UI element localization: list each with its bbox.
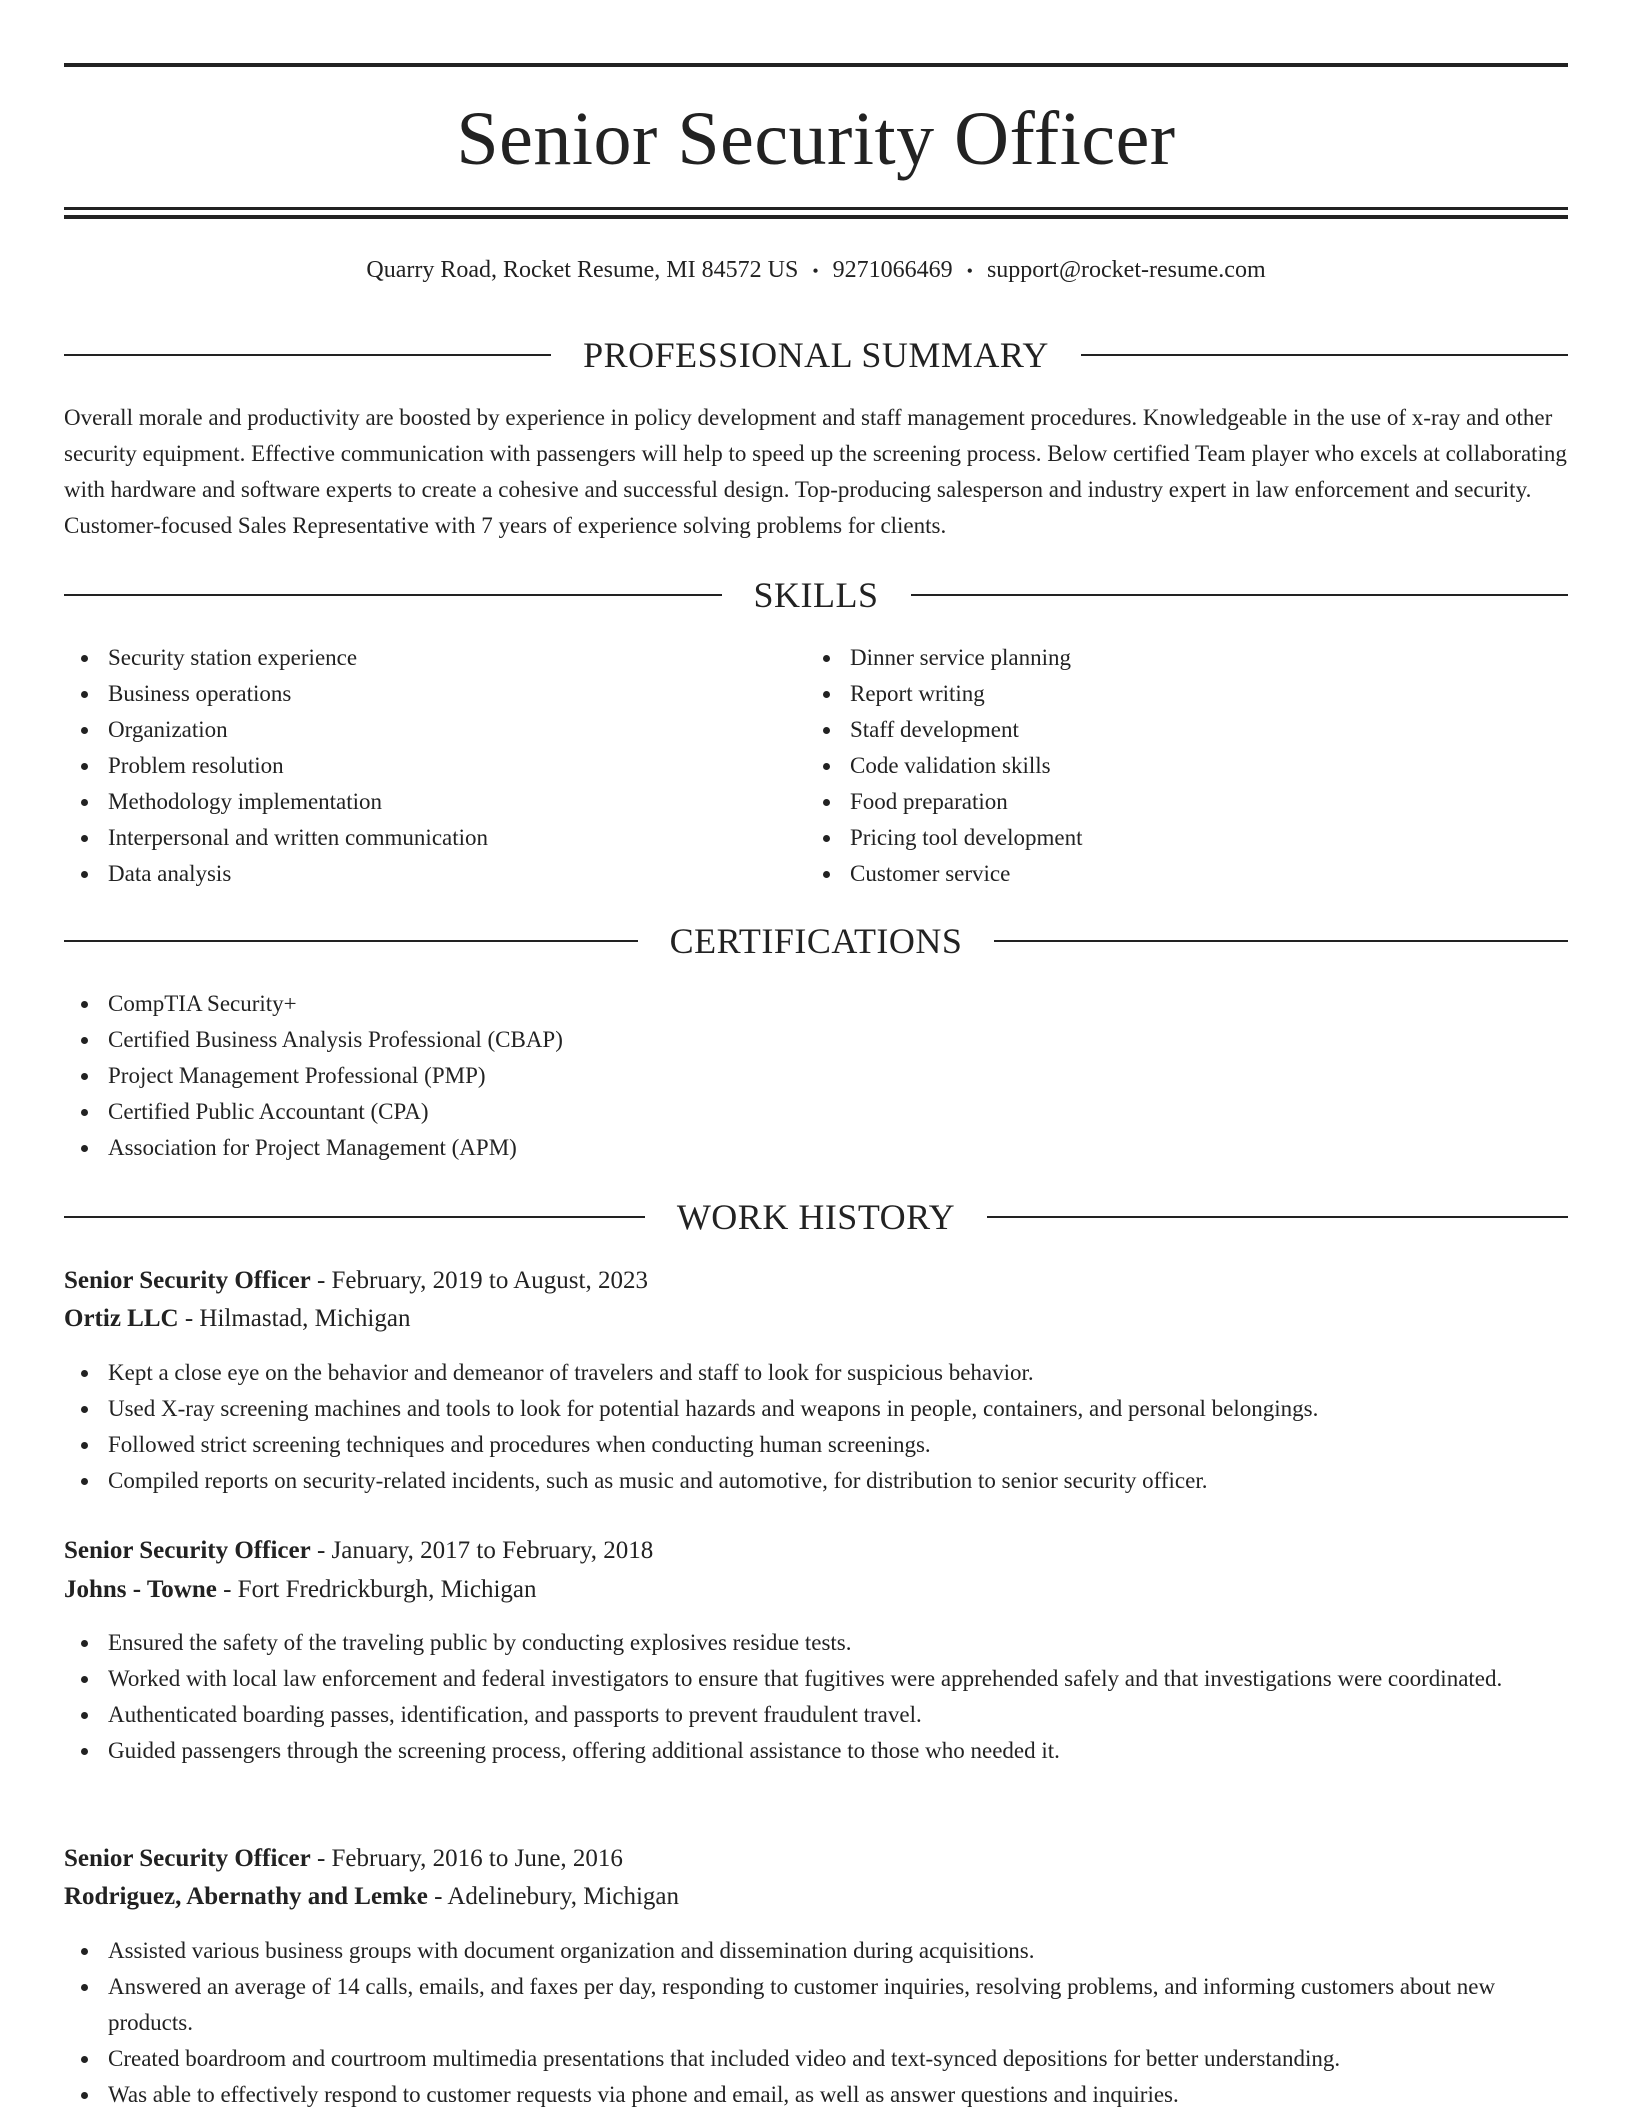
job-bullets xyxy=(64,1625,1568,1769)
certification-item: Project Management Professional (PMP) xyxy=(64,1058,1568,1094)
heading-rule-left xyxy=(64,594,722,596)
summary-heading xyxy=(64,335,1568,375)
skills-list-right xyxy=(806,640,1546,892)
job-bullet: Authenticated boarding passes, identification, and passports to prevent fraudulent travel. xyxy=(64,1697,1568,1733)
summary-text: Overall morale and productivity are boosted by experience in policy development and staff management procedures. Knowledgeable in the use of x-ray and other security equipment. Effective communication with passengers will help to speed up the screening process. Below certified Team player who excels at collaborating with hardware and software experts to create a cohesive and successful design. Top-producing salesperson and industry expert in law enforcement and security. Customer-focused Sales Representative with 7 years of experience solving problems for clients. xyxy=(64,405,1567,538)
job-location: - Fort Fredrickburgh, Michigan xyxy=(216,1576,537,1603)
certification-item: CompTIA Security+ xyxy=(64,986,1568,1022)
work-history-heading xyxy=(64,1197,1568,1237)
heading-rule-left xyxy=(64,354,551,356)
skill-item: Business operations xyxy=(64,676,804,712)
job-title: Senior Security Officer xyxy=(64,1537,311,1564)
job-bullet: Was able to effectively respond to customer requests via phone and email, as well as answer questions and inquiries. xyxy=(64,2077,1568,2113)
heading-rule-left xyxy=(64,940,638,942)
header-rule-top xyxy=(64,63,1568,67)
job-bullets xyxy=(64,1933,1568,2113)
skills-list-left xyxy=(64,640,804,892)
skill-item: Data analysis xyxy=(64,856,804,892)
skill-item: Interpersonal and written communication xyxy=(64,820,804,856)
section-title: SKILLS xyxy=(753,575,879,615)
heading-rule-right xyxy=(994,940,1568,942)
job-title-line xyxy=(64,1533,1568,1569)
contact-separator: • xyxy=(812,261,819,281)
skill-item: Dinner service planning xyxy=(806,640,1546,676)
certification-item: Certified Business Analysis Professional (CBAP) xyxy=(64,1022,1568,1058)
job-bullet: Compiled reports on security-related incidents, such as music and automotive, for distribution to senior security officer. xyxy=(64,1463,1568,1499)
certifications-list xyxy=(64,986,1568,1166)
skills-heading xyxy=(64,575,1568,615)
job-company-line xyxy=(64,1572,1568,1608)
header-rule-bottom-1 xyxy=(64,207,1568,210)
skill-item: Problem resolution xyxy=(64,748,804,784)
job-company-line xyxy=(64,1301,1568,1337)
job-dates: - January, 2017 to February, 2018 xyxy=(310,1537,654,1564)
heading-rule-right xyxy=(987,1216,1568,1218)
job-bullet: Worked with local law enforcement and federal investigators to ensure that fugitives were apprehended safely and that investigations were coordinated. xyxy=(64,1661,1568,1697)
skill-item: Methodology implementation xyxy=(64,784,804,820)
candidate-name: Senior Security Officer xyxy=(456,97,1176,181)
job-bullet: Created boardroom and courtroom multimedia presentations that included video and text-synced depositions for better understanding. xyxy=(64,2041,1568,2077)
certifications-heading xyxy=(64,921,1568,961)
job-dates: - February, 2019 to August, 2023 xyxy=(310,1267,648,1294)
job-bullet: Answered an average of 14 calls, emails, and faxes per day, responding to customer inquiries, resolving problems, and informing customers about new products. xyxy=(64,1969,1568,2041)
job-bullet: Ensured the safety of the traveling public by conducting explosives residue tests. xyxy=(64,1625,1568,1661)
job-title: Senior Security Officer xyxy=(64,1267,311,1294)
job-title-line xyxy=(64,1841,1568,1877)
job-company: Ortiz LLC xyxy=(64,1305,179,1332)
job-bullet: Kept a close eye on the behavior and demeanor of travelers and staff to look for suspicious behavior. xyxy=(64,1355,1568,1391)
job-bullet: Used X-ray screening machines and tools to look for potential hazards and weapons in people, containers, and personal belongings. xyxy=(64,1391,1568,1427)
job-location: - Hilmastad, Michigan xyxy=(178,1305,411,1332)
job-title: Senior Security Officer xyxy=(64,1845,311,1872)
contact-line xyxy=(64,254,1568,287)
contact-email: support@rocket-resume.com xyxy=(986,257,1266,283)
header-rule-bottom-2 xyxy=(64,215,1568,219)
heading-rule-left xyxy=(64,1216,645,1218)
job-location: - Adelinebury, Michigan xyxy=(427,1883,680,1910)
heading-rule-right xyxy=(911,594,1569,596)
heading-rule-right xyxy=(1081,354,1568,356)
section-title: CERTIFICATIONS xyxy=(669,921,963,961)
job-bullet: Guided passengers through the screening process, offering additional assistance to those who needed it. xyxy=(64,1733,1568,1769)
job-company-line xyxy=(64,1879,1568,1915)
skill-item: Security station experience xyxy=(64,640,804,676)
job-bullet: Followed strict screening techniques and procedures when conducting human screenings. xyxy=(64,1427,1568,1463)
contact-phone: 9271066469 xyxy=(832,257,953,283)
skill-item: Code validation skills xyxy=(806,748,1546,784)
contact-address: Quarry Road, Rocket Resume, MI 84572 US xyxy=(366,257,799,283)
job-bullets xyxy=(64,1355,1568,1499)
certification-item: Association for Project Management (APM) xyxy=(64,1130,1568,1166)
skill-item: Pricing tool development xyxy=(806,820,1546,856)
job-company: Rodriguez, Abernathy and Lemke xyxy=(64,1883,428,1910)
job-bullet: Assisted various business groups with document organization and dissemination during acquisitions. xyxy=(64,1933,1568,1969)
section-title: PROFESSIONAL SUMMARY xyxy=(583,335,1049,375)
job-company: Johns - Towne xyxy=(64,1576,217,1603)
job-dates: - February, 2016 to June, 2016 xyxy=(310,1845,623,1872)
skill-item: Customer service xyxy=(806,856,1546,892)
skill-item: Organization xyxy=(64,712,804,748)
contact-separator: • xyxy=(966,261,973,281)
skill-item: Report writing xyxy=(806,676,1546,712)
section-title: WORK HISTORY xyxy=(676,1197,956,1237)
skill-item: Food preparation xyxy=(806,784,1546,820)
certification-item: Certified Public Accountant (CPA) xyxy=(64,1094,1568,1130)
job-title-line xyxy=(64,1263,1568,1299)
skill-item: Staff development xyxy=(806,712,1546,748)
